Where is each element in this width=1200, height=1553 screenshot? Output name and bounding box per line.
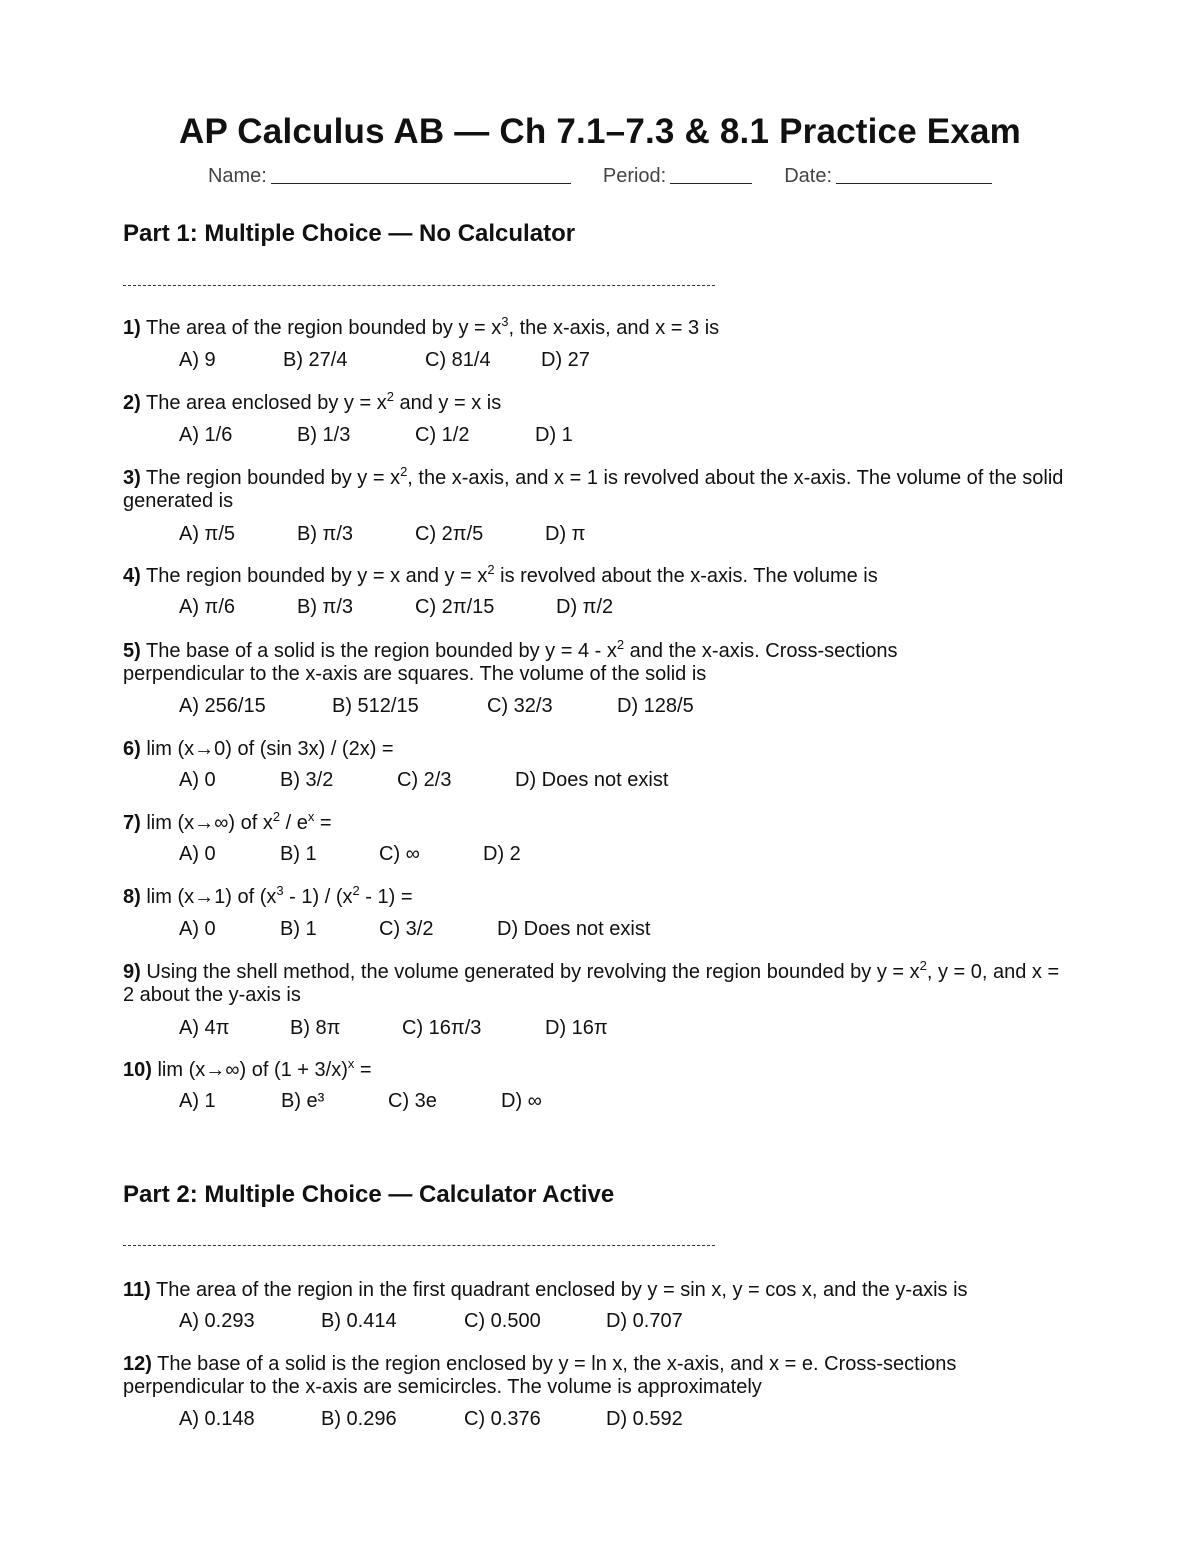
- question-number: 8): [123, 886, 141, 908]
- choice-a[interactable]: A) 9: [179, 349, 216, 371]
- choice-d[interactable]: D) Does not exist: [515, 769, 669, 791]
- choice-d[interactable]: D) 0.592: [606, 1408, 683, 1430]
- choice-d[interactable]: D) 2: [483, 843, 521, 865]
- question-text: lim (x→1) of (x: [146, 886, 277, 908]
- answer-choices-8: [179, 918, 650, 941]
- choice-b[interactable]: B) 1: [280, 843, 317, 865]
- exam-title: AP Calculus AB — Ch 7.1–7.3 & 8.1 Practice Exam: [179, 112, 1021, 151]
- question-number: 11): [123, 1279, 151, 1301]
- answer-choices-11: [179, 1310, 683, 1333]
- period-blank[interactable]: [670, 165, 752, 184]
- question-text: The area enclosed by y = x: [146, 392, 387, 414]
- answer-choices-5: [179, 695, 694, 718]
- choice-b[interactable]: B) 1/3: [297, 424, 351, 446]
- question-text: lim (x→∞) of (1 + 3/x): [157, 1059, 348, 1081]
- answer-choices-10: [179, 1090, 542, 1113]
- question-number: 10): [123, 1059, 152, 1081]
- choice-d[interactable]: D) 128/5: [617, 695, 694, 717]
- choice-c[interactable]: C) 2/3: [397, 769, 452, 791]
- answer-choices-12: [179, 1408, 683, 1431]
- choice-d[interactable]: D) π: [545, 523, 586, 545]
- choice-b[interactable]: B) π/3: [297, 596, 354, 618]
- choice-d[interactable]: D) 1: [535, 424, 573, 446]
- question-text: The base of a solid is the region bounded by y = 4 - x: [146, 640, 617, 662]
- answer-choices-3: [179, 523, 585, 546]
- answer-choices-4: [179, 596, 613, 619]
- part2-divider: [123, 1245, 715, 1246]
- choice-b[interactable]: B) 27/4: [283, 349, 348, 371]
- choice-a[interactable]: A) 0: [179, 918, 216, 940]
- question-11: [123, 1279, 1083, 1302]
- question-number: 5): [123, 640, 141, 662]
- choice-c[interactable]: C) 3/2: [379, 918, 434, 940]
- choice-c[interactable]: C) 32/3: [487, 695, 553, 717]
- answer-choices-1: [179, 349, 590, 372]
- choice-c[interactable]: C) 1/2: [415, 424, 470, 446]
- student-info-line: [0, 165, 1200, 188]
- question-4: 4) The region bounded by y = x and $y = x^2$ is revolved about the x-axis. The volume is: [123, 562, 878, 587]
- question-text: The region bounded by y = x and y = x: [146, 565, 488, 587]
- question-text: The base of a solid is the region enclosed by y = ln x, the x-axis, and x = e. Cross-sections perpendicular to the x-axis are semicircles. The volume is approximately: [123, 1353, 957, 1398]
- question-number: 3): [123, 467, 141, 489]
- question-number: 9): [123, 961, 141, 983]
- question-number: 2): [123, 392, 141, 414]
- question-number: 6): [123, 738, 141, 760]
- date-label: Date:: [784, 165, 833, 187]
- choice-c[interactable]: C) 3e: [388, 1090, 437, 1112]
- question-number: 7): [123, 812, 141, 834]
- question-number: 4): [123, 565, 141, 587]
- choice-b[interactable]: B) 8π: [290, 1017, 341, 1039]
- choice-c[interactable]: C) 0.500: [464, 1310, 541, 1332]
- choice-a[interactable]: A) 1: [179, 1090, 216, 1112]
- choice-d[interactable]: D) ∞: [501, 1090, 542, 1112]
- choice-c[interactable]: C) ∞: [379, 843, 420, 865]
- part1-heading: Part 1: Multiple Choice — No Calculator: [123, 220, 576, 247]
- choice-c[interactable]: C) 2π/15: [415, 596, 495, 618]
- question-text: The area of the region in the first quadrant enclosed by y = sin x, y = cos x, and the y-axis is: [156, 1279, 968, 1301]
- choice-a[interactable]: A) π/5: [179, 523, 236, 545]
- choice-d[interactable]: D) Does not exist: [497, 918, 651, 940]
- question-text: lim (x→∞) of x: [146, 812, 273, 834]
- choice-a[interactable]: A) 0.148: [179, 1408, 255, 1430]
- choice-b[interactable]: B) 512/15: [332, 695, 419, 717]
- name-label: Name:: [207, 165, 267, 187]
- choice-b[interactable]: B) 0.296: [321, 1408, 397, 1430]
- choice-c[interactable]: C) 81/4: [425, 349, 491, 371]
- period-label: Period:: [602, 165, 667, 187]
- choice-b[interactable]: B) 0.414: [321, 1310, 397, 1332]
- choice-d[interactable]: D) 16π: [545, 1017, 608, 1039]
- question-12: [123, 1353, 1043, 1399]
- question-5: 5) The base of a solid is the region bounded by $y = 4 - x^2$ and the x-axis. Cross-sections perpendicular to the x-axis are squares. The volume of the solid is: [123, 637, 898, 685]
- choice-a[interactable]: A) π/6: [179, 596, 236, 618]
- choice-a[interactable]: A) 1/6: [179, 424, 233, 446]
- question-9: 9) Using the shell method, the volume generated by revolving the region bounded by $y = x^2$, y = 0, and x = 2 about the y-axis is: [123, 958, 1060, 1006]
- name-blank[interactable]: [271, 165, 571, 184]
- question-text: Using the shell method, the volume generated by revolving the region bounded by y = x: [146, 961, 920, 983]
- question-8: 8) lim (x→1) of $(x^3 - 1) / (x^2 - 1)$ =: [123, 883, 413, 908]
- part2-heading: Part 2: Multiple Choice — Calculator Active: [123, 1181, 615, 1208]
- choice-d[interactable]: D) π/2: [556, 596, 614, 618]
- date-blank[interactable]: [836, 165, 992, 184]
- choice-d[interactable]: D) 27: [541, 349, 590, 371]
- answer-choices-6: [179, 769, 668, 792]
- part1-divider: [123, 285, 715, 286]
- question-6: [123, 738, 1083, 761]
- answer-choices-9: [179, 1017, 608, 1040]
- question-3: 3) The region bounded by $y = x^2$, the x-axis, and x = 1 is revolved about the x-axis. The volume of the solid generated is: [123, 464, 1064, 512]
- question-10: 10) lim (x→∞) of $(1 + 3/x)^x$ =: [123, 1056, 372, 1081]
- choice-a[interactable]: A) 4π: [179, 1017, 230, 1039]
- choice-b[interactable]: B) 3/2: [280, 769, 334, 791]
- choice-c[interactable]: C) 2π/5: [415, 523, 484, 545]
- question-number: 1): [123, 317, 141, 339]
- choice-a[interactable]: A) 0: [179, 769, 216, 791]
- question-2: 2) The area enclosed by $y = x^2$ and y = x is: [123, 389, 502, 414]
- answer-choices-2: [179, 424, 573, 447]
- question-number: 12): [123, 1353, 152, 1375]
- question-1: 1) The area of the region bounded by $y = x^3$, the x-axis, and x = 3 is: [123, 314, 720, 339]
- question-text: lim (x→0) of (sin 3x) / (2x) =: [146, 738, 394, 760]
- choice-b[interactable]: B) e³: [281, 1090, 325, 1112]
- question-text: The region bounded by y = x: [146, 467, 401, 489]
- choice-a[interactable]: A) 0.293: [179, 1310, 255, 1332]
- choice-a[interactable]: A) 256/15: [179, 695, 266, 717]
- choice-b[interactable]: B) π/3: [297, 523, 354, 545]
- choice-a[interactable]: A) 0: [179, 843, 216, 865]
- answer-choices-7: [179, 843, 521, 866]
- choice-c[interactable]: C) 0.376: [464, 1408, 541, 1430]
- choice-d[interactable]: D) 0.707: [606, 1310, 683, 1332]
- choice-b[interactable]: B) 1: [280, 918, 317, 940]
- choice-c[interactable]: C) 16π/3: [402, 1017, 482, 1039]
- question-text: The area of the region bounded by y = x: [146, 317, 502, 339]
- question-7: 7) lim (x→∞) of $x^2 / e^x$ =: [123, 809, 332, 834]
